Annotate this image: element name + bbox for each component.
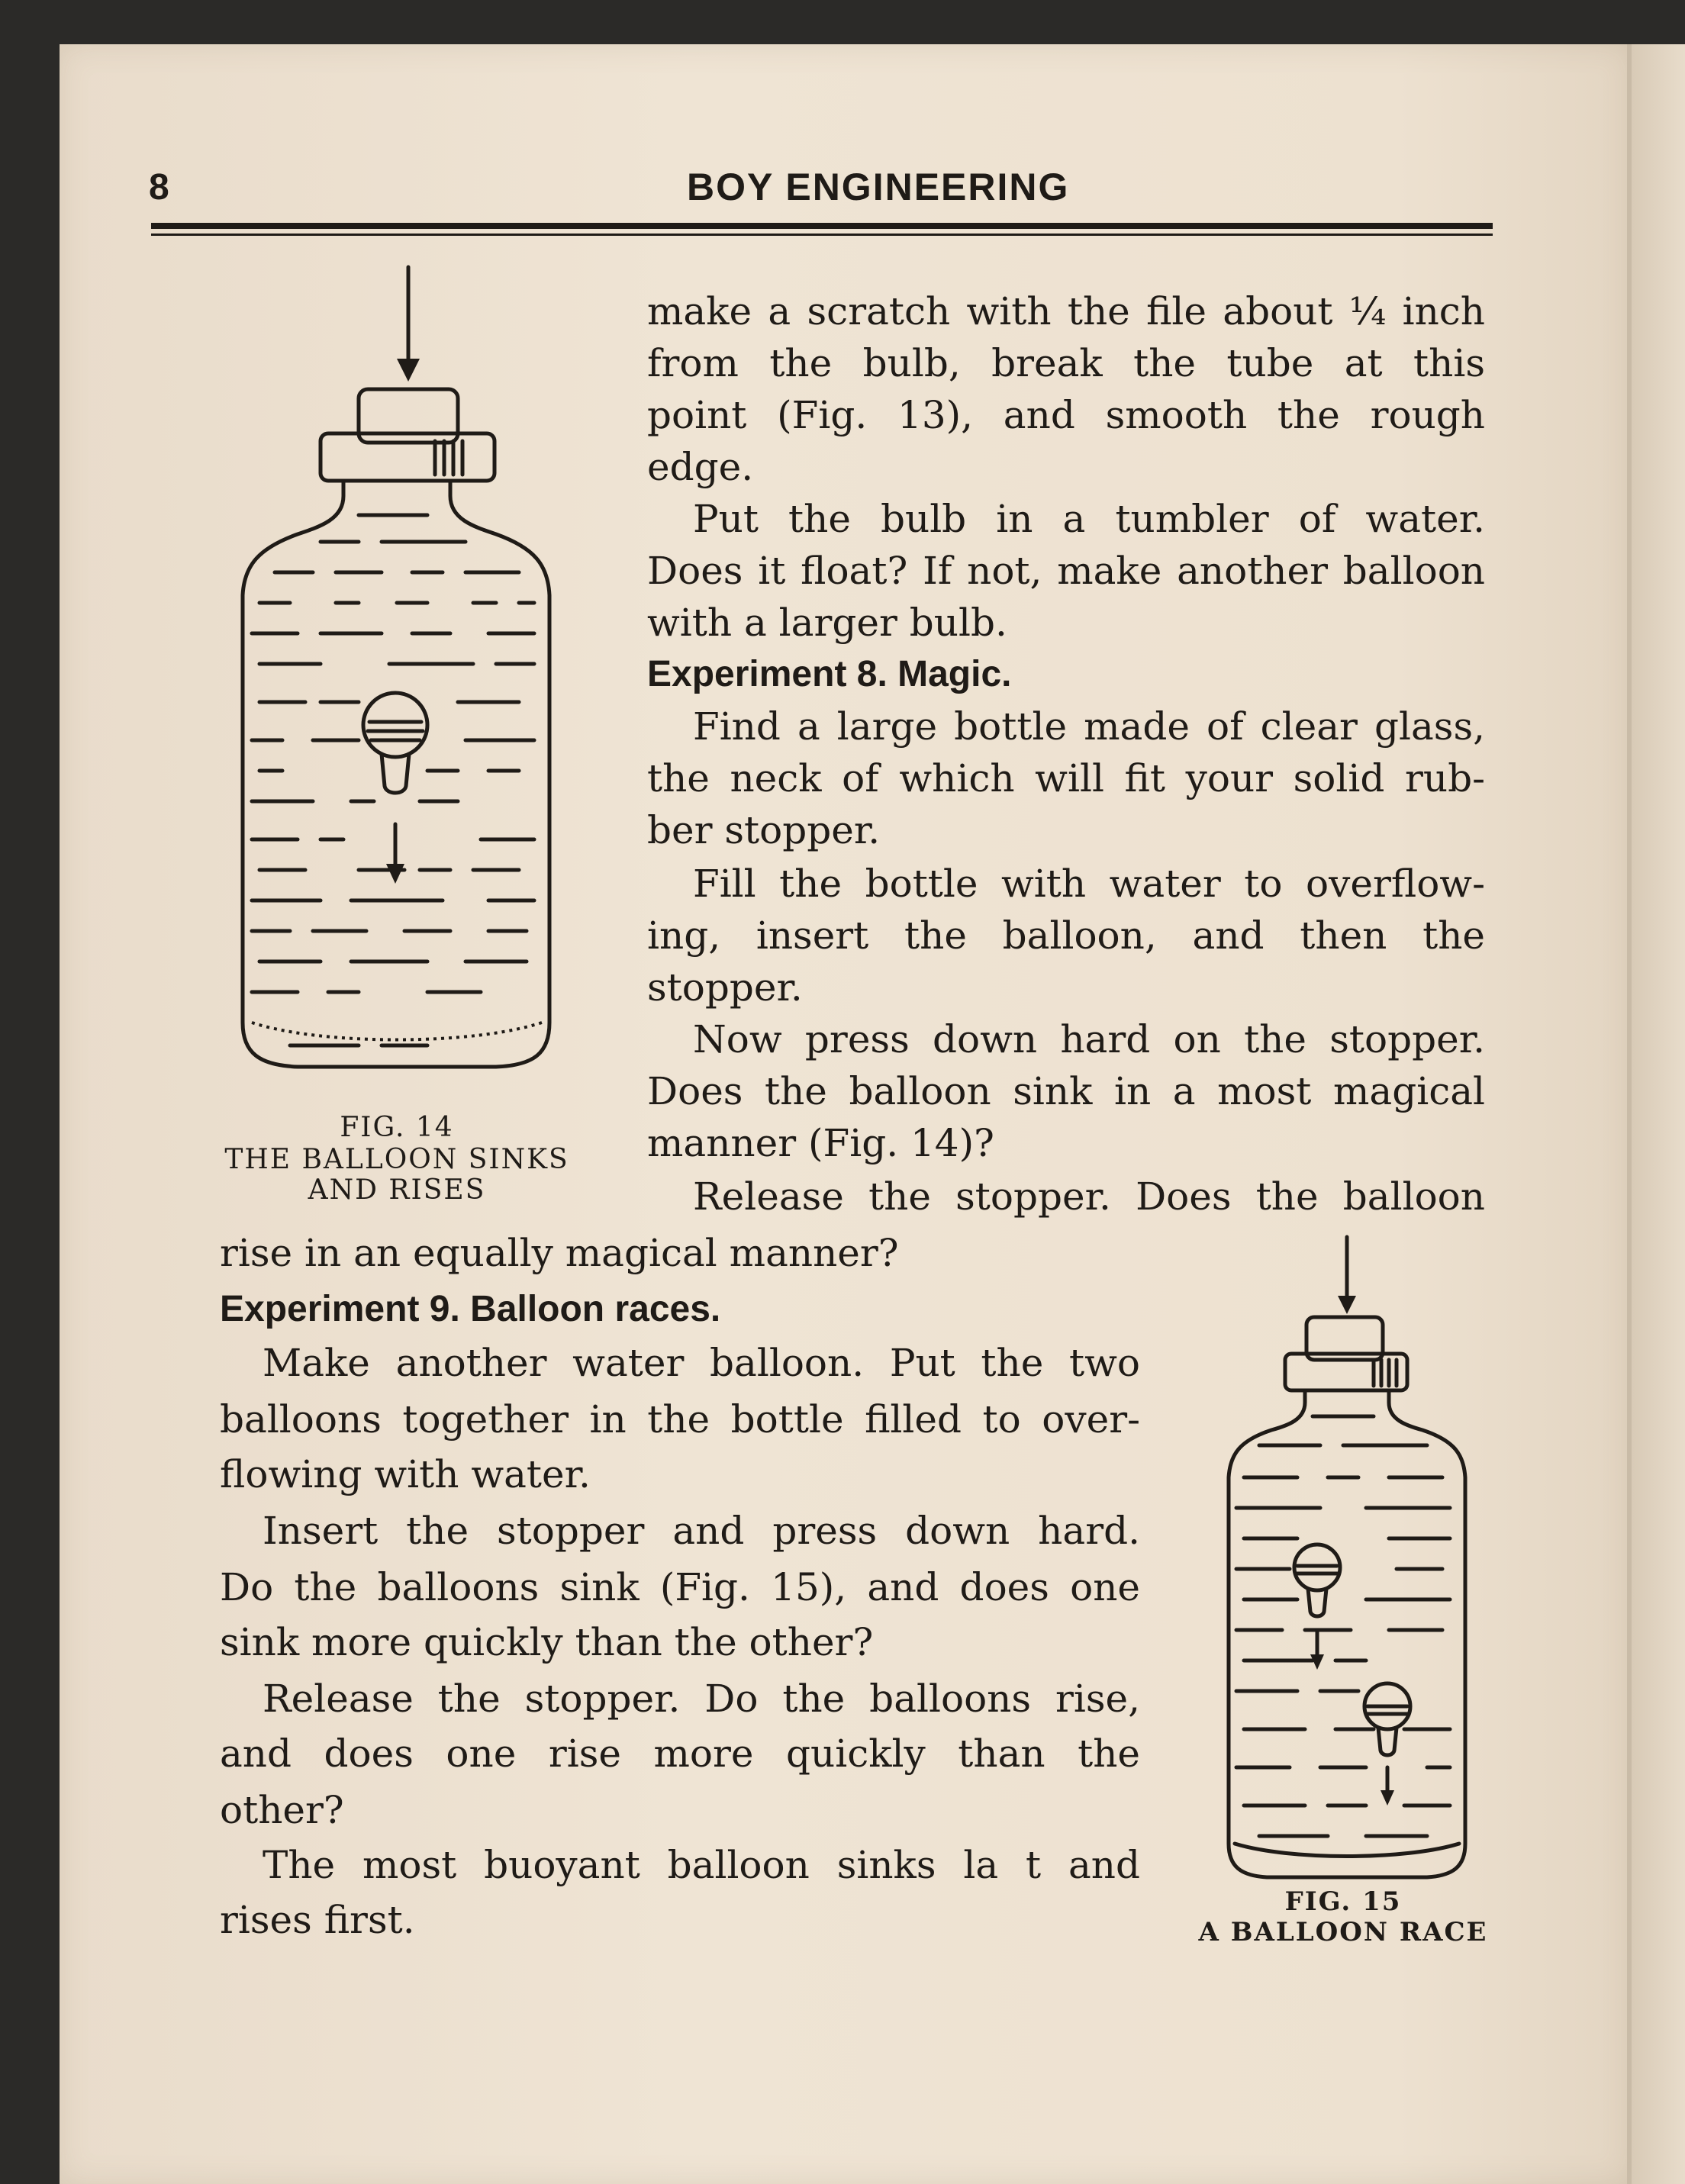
text-line: sink more quickly than the other? bbox=[220, 1620, 874, 1664]
text-line: Release the stopper. Does the balloon bbox=[693, 1174, 1485, 1219]
header-rule bbox=[151, 223, 1493, 229]
text-line: The most buoyant balloon sinks la t and bbox=[263, 1843, 1140, 1887]
text-line: the neck of which will fit your solid rub- bbox=[647, 756, 1485, 800]
page-number: 8 bbox=[149, 167, 169, 208]
fig14-caption-2: AND RISES bbox=[308, 1174, 486, 1206]
fig15-number: FIG. 15 bbox=[1284, 1886, 1402, 1917]
text-line: stopper. bbox=[647, 965, 803, 1010]
fig15-caption: A BALLOON RACE bbox=[1198, 1917, 1488, 1947]
running-head: BOY ENGINEERING bbox=[687, 166, 1070, 208]
text-line: balloons together in the bottle filled to over- bbox=[220, 1397, 1140, 1442]
text-line: Does the balloon sink in a most magical bbox=[647, 1069, 1485, 1113]
text-line: Insert the stopper and press down hard. bbox=[263, 1509, 1140, 1553]
facing-page-edge bbox=[1632, 44, 1685, 2184]
text-line: manner (Fig. 14)? bbox=[647, 1121, 994, 1165]
text-line: other? bbox=[220, 1788, 344, 1832]
fig14-number: FIG. 14 bbox=[340, 1112, 454, 1143]
header-rule-thin bbox=[151, 234, 1493, 236]
text-line: rises first. bbox=[220, 1898, 415, 1942]
text-line: Find a large bottle made of clear glass, bbox=[693, 704, 1485, 749]
text-line: flowing with water. bbox=[220, 1452, 591, 1496]
text-line: Do the balloons sink (Fig. 15), and does one bbox=[220, 1565, 1140, 1609]
fig14-bottle-illustration bbox=[229, 259, 565, 1106]
experiment-9-heading: Experiment 9. Balloon races. bbox=[220, 1289, 721, 1329]
text-line: Now press down hard on the stopper. bbox=[693, 1017, 1485, 1061]
text-line: edge. bbox=[647, 445, 754, 489]
text-line: from the bulb, break the tube at this bbox=[647, 341, 1485, 385]
fig14-caption: THE BALLOON SINKS bbox=[224, 1144, 569, 1175]
text-line: Put the bulb in a tumbler of water. bbox=[693, 497, 1485, 541]
text-line: Release the stopper. Do the balloons rise, bbox=[263, 1677, 1140, 1721]
text-line: point (Fig. 13), and smooth the rough bbox=[647, 393, 1485, 437]
fig15-bottle-illustration bbox=[1213, 1233, 1473, 1889]
text-line: Does it float? If not, make another balloon bbox=[647, 549, 1485, 593]
text-line: ing, insert the balloon, and then the bbox=[647, 913, 1485, 958]
text-line: make a scratch with the file about ¼ inch bbox=[647, 289, 1485, 333]
experiment-8-heading: Experiment 8. Magic. bbox=[647, 654, 1012, 694]
text-line: ber stopper. bbox=[647, 808, 881, 852]
text-line: rise in an equally magical manner? bbox=[220, 1231, 899, 1275]
text-line: with a larger bulb. bbox=[647, 601, 1007, 645]
text-line: Make another water balloon. Put the two bbox=[263, 1341, 1140, 1385]
text-line: and does one rise more quickly than the bbox=[220, 1731, 1140, 1776]
text-line: Fill the bottle with water to overflow- bbox=[693, 862, 1485, 906]
